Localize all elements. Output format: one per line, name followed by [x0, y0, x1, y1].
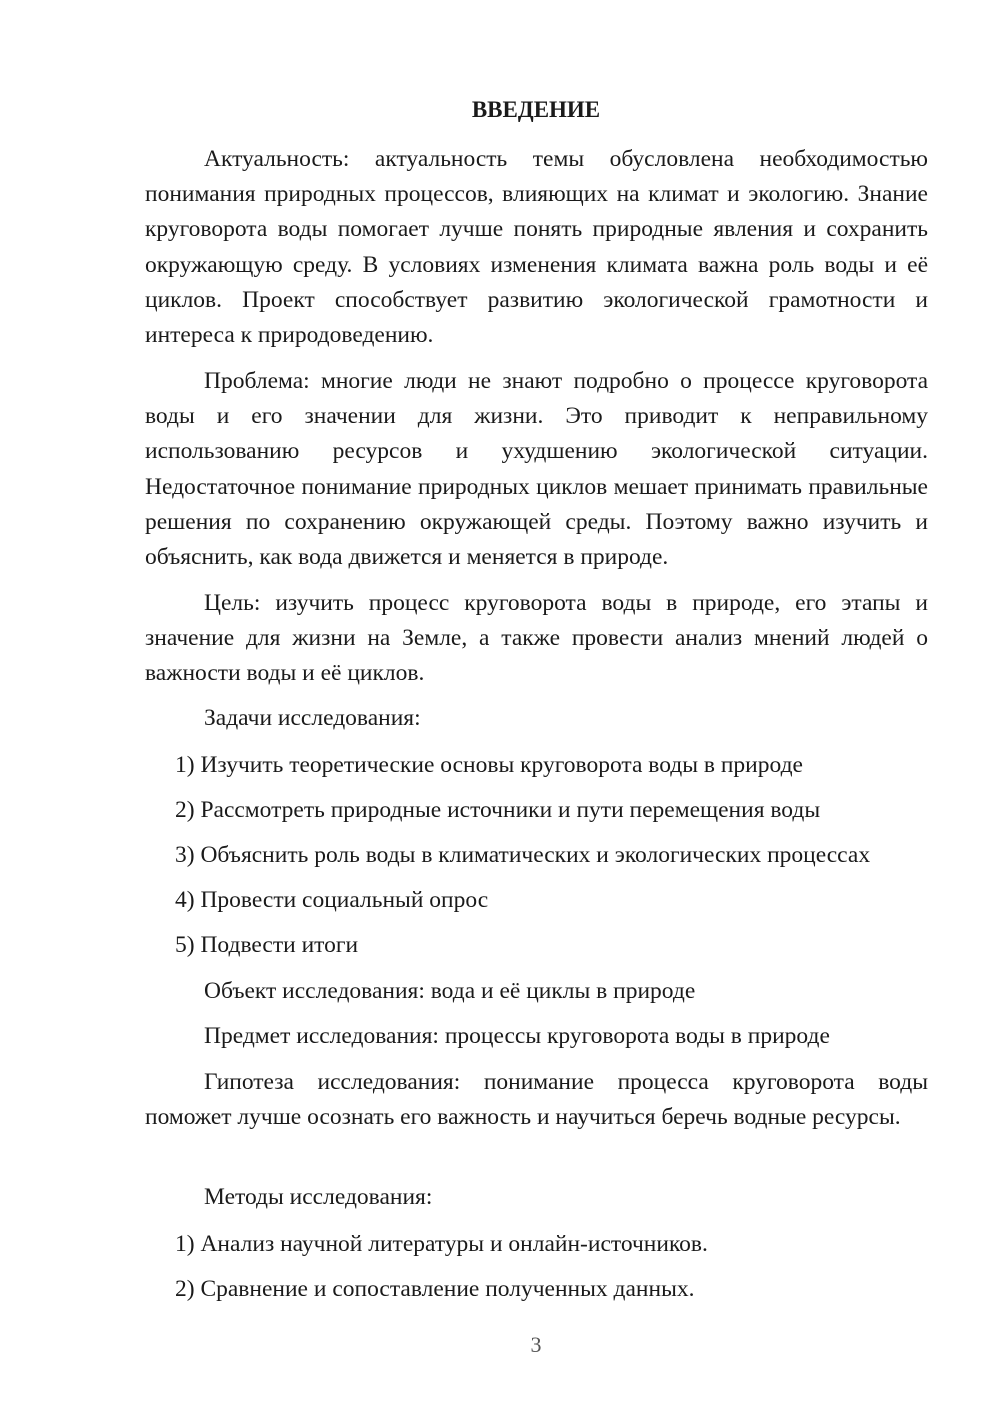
hypothesis-paragraph: Гипотеза исследования: понимание процесса круговорота воды поможет лучше осознать его важность и научиться беречь водные ресурсы. — [145, 1069, 928, 1131]
section-title: ВВЕДЕНИЕ — [471, 97, 601, 122]
method-item-1: 1) Анализ научной литературы и онлайн-источников. — [175, 1231, 708, 1257]
task-item-1: 1) Изучить теоретические основы круговорота воды в природе — [175, 752, 803, 778]
methods-heading: Методы исследования: — [204, 1184, 433, 1210]
task-item-3: 3) Объяснить роль воды в климатических и экологических процессах — [175, 842, 871, 868]
method-item-2: 2) Сравнение и сопоставление полученных данных. — [175, 1276, 695, 1302]
problem-paragraph: Проблема: многие люди не знают подробно о процессе круговорота воды и его значении для жизни. Это приводит к неправильному использованию ресурсов и ухудшению экологической ситуации. Недостаточное понимание природных циклов мешает принимать правильные решения по сохранению окружающей среды. Поэтому важно изучить и объяснить, как вода движется и меняется в природе. — [145, 368, 928, 571]
relevance-paragraph: Актуальность: актуальность темы обусловлена необходимостью понимания природных процессов, влияющих на климат и экологию. Знание круговорота воды помогает лучше понять природные явления и сохранить окружающую среду. В условиях изменения климата важна роль воды и её циклов. Проект способствует развитию экологической грамотности и интереса к природоведению. — [145, 146, 928, 349]
task-item-5: 5) Подвести итоги — [175, 932, 359, 958]
subject-line: Предмет исследования: процессы круговорота воды в природе — [204, 1023, 830, 1049]
object-line: Объект исследования: вода и её циклы в природе — [204, 978, 696, 1004]
page-number: 3 — [530, 1332, 542, 1357]
tasks-heading: Задачи исследования: — [204, 705, 421, 731]
task-item-2: 2) Рассмотреть природные источники и пути перемещения воды — [175, 797, 821, 823]
goal-paragraph: Цель: изучить процесс круговорота воды в природе, его этапы и значение для жизни на Земле, а также провести анализ мнений людей о важности воды и её циклов. — [145, 590, 928, 687]
task-item-4: 4) Провести социальный опрос — [175, 887, 489, 913]
